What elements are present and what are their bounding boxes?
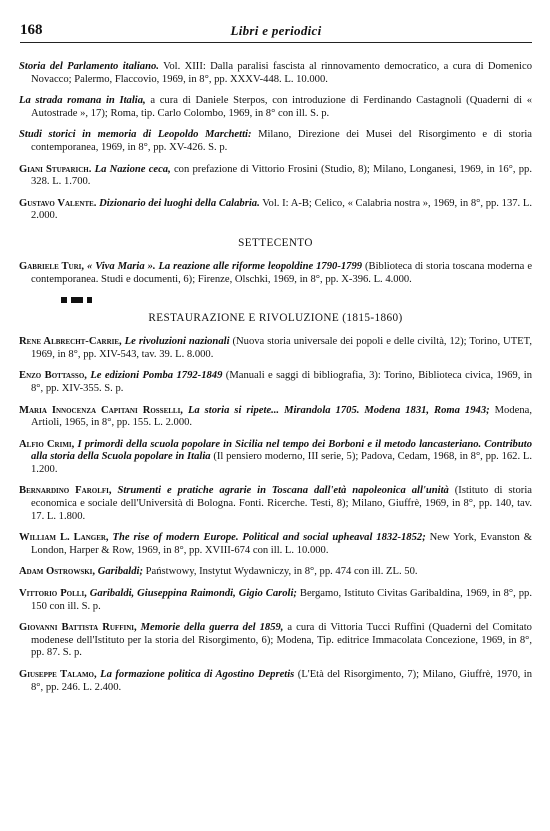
entry-author: Enzo Bottasso, <box>19 370 91 382</box>
running-title: Libri e periodici <box>230 23 322 38</box>
entry-title: Garibaldi; <box>97 566 144 578</box>
entry-title: Memorie della guerra del 1859, <box>140 622 284 634</box>
entry-title: Le edizioni Pomba 1792-1849 <box>90 370 223 382</box>
entry-title: La formazione politica di Agostino Depretis <box>100 669 295 680</box>
bibliography-entry <box>19 198 532 223</box>
entry-details: con prefazione di Vittorio Frosini (Studio, 8); Milano, Longanesi, 1969, in 16°, pp. 328. L. 1.700. <box>31 163 533 188</box>
entry-title: Garibaldi, Giuseppina Raimondi, Gigio Caroli; <box>89 588 297 600</box>
bibliography-entry <box>19 261 532 286</box>
entry-author: Alfio Crimi, <box>19 438 78 450</box>
bibliography-entry <box>19 532 532 557</box>
entry-details: Vol. XIII: Dalla paralisi fascista al rinnovamento democratico, a cura di Domenico Novacco; Palermo, Flaccovio, 1969, in 8°, pp. XXXV-448. L. 10.000. <box>31 61 532 85</box>
entry-details: Modena, Artioli, 1965, in 8°, pp. 155. L. 2.000. <box>31 404 532 429</box>
entry-author: Maria Innocenza Capitani Rosselli, <box>19 404 188 416</box>
entry-author: Giuseppe Talamo, <box>19 669 101 680</box>
entry-author: Giovanni Battista Ruffini, <box>19 622 141 634</box>
entry-details: New York, Evanston & London, Harper & Row, 1969, in 8°, pp. XVIII-674 con ill. L. 10.000. <box>31 532 532 556</box>
ink-marks <box>19 290 532 298</box>
entry-details: Państwowy, Instytut Wydawniczy, in 8°, pp. 474 con ill. ZL. 50. <box>143 566 418 578</box>
entry-title: I primordi della scuola popolare in Sicilia nel tempo dei Borboni e il metodo lancasteriano. Contributo alla storia della Scuola popolare in Italia <box>31 438 532 463</box>
bibliography-entry <box>19 61 532 86</box>
entry-author: Adam Ostrowski, <box>19 566 98 578</box>
entry-details: (L'Età del Risorgimento, 7); Milano, Giuffrè, 1970, in 8°, pp. 246. L. 2.400. <box>31 669 533 693</box>
entry-author: Giani Stuparich. <box>19 163 95 175</box>
entry-author: Rene Albrecht-Carrie, <box>19 336 125 348</box>
entry-details: a cura di Daniele Sterpos, con introduzione di Ferdinando Castagnoli (Quaderni di « Autostrade », 17); Roma, tip. Carlo Colombo, 1969, in 8° con ill. S. p. <box>31 95 532 119</box>
entry-author: William L. Langer, <box>19 532 113 544</box>
entry-title: Le rivoluzioni nazionali <box>124 336 230 348</box>
bibliography-entry <box>19 336 532 361</box>
bibliography-entry <box>19 588 532 613</box>
bibliography-entry <box>19 566 532 579</box>
entry-author: Gustavo Valente. <box>19 197 100 209</box>
entry-title: The rise of modern Europe. Political and social upheaval 1832-1852; <box>112 532 426 544</box>
bibliography-entry <box>19 164 532 189</box>
entry-title: Storia del Parlamento italiano. <box>19 61 159 72</box>
bibliography-entry <box>19 622 532 660</box>
page-header <box>20 20 532 43</box>
entry-title: « Viva Maria ». La reazione alle riforme leopoldine 1790-1799 <box>86 260 363 272</box>
section-heading-settecento: SETTECENTO <box>238 236 313 249</box>
page-number: 168 <box>20 22 43 38</box>
entry-title: La storia si ripete... Mirandola 1705. Modena 1831, Roma 1943; <box>187 404 490 416</box>
entry-details: (Il pensiero moderno, III serie, 5); Padova, Cedam, 1968, in 8°, pp. 162. L. 1.200. <box>31 451 532 475</box>
entries-settecento <box>19 261 532 286</box>
bibliography-entry <box>19 95 532 120</box>
bibliography-entry <box>19 129 532 154</box>
bibliography-entry <box>19 485 532 523</box>
entry-details: Milano, Direzione dei Musei del Risorgimento e di storia contemporanea, 1969, in 8°, pp. XV-426. S. p. <box>31 129 532 153</box>
entry-details: (Manuali e saggi di bibliografia, 3): Torino, Biblioteca civica, 1969, in 8°, pp. XIV-355. S. p. <box>31 370 532 394</box>
entry-details: Vol. I: A-B; Celico, « Calabria nostra », 1969, in 8°, pp. 137. L. 2.000. <box>31 197 532 222</box>
entry-details: (Nuova storia universale dei popoli e delle civiltà, 12); Torino, UTET, 1969, in 8°, pp. XIV-543, tav. 39. L. 8.000. <box>31 336 532 360</box>
entries-general <box>19 61 532 223</box>
entry-author: Gabriele Turi, <box>19 260 87 272</box>
entries-restaurazione <box>19 336 532 694</box>
entry-title: Strumenti e pratiche agrarie in Toscana dall'età napoleonica all'unità <box>117 485 449 497</box>
bibliography-entry <box>19 669 532 694</box>
bibliography-list <box>19 61 532 703</box>
bibliography-entry <box>19 370 532 395</box>
entry-title: Dizionario dei luoghi della Calabria. <box>99 197 260 209</box>
entry-author: Vittorio Polli, <box>19 588 90 600</box>
entry-details: (Biblioteca di storia toscana moderna e contemporanea. Studi e documenti, 6); Firenze, Olschki, 1969, in 8°, pp. X-396. L. 4.000. <box>31 260 533 285</box>
entry-details: (Istituto di storia economica e sociale dell'Università di Bologna. Fonti. Ricerche. Testi, 8); Milano, Giuffrè, 1969, in 8°, pp. 140, tav. 17. L. 1.800. <box>31 485 532 522</box>
entry-title: La Nazione ceca, <box>94 163 171 175</box>
entry-author: Bernardino Farolfi, <box>19 485 118 497</box>
entry-details: Bergamo, Istituto Civitas Garibaldina, 1969, in 8°, pp. 150 con ill. S. p. <box>31 588 532 612</box>
entry-details: a cura di Vittoria Tucci Ruffini (Quaderni del Comitato modenese dell'Istituto per la storia del Risorgimento, 6); Modena, Tip. editrice Immacolata Concezione, 1969, in 8°, pp. 87. S. p. <box>31 622 532 659</box>
entry-title: Studi storici in memoria di Leopoldo Marchetti: <box>19 129 252 141</box>
entry-title: La strada romana in Italia, <box>19 95 146 107</box>
bibliography-entry <box>19 439 532 477</box>
bibliography-entry <box>19 405 532 430</box>
section-heading-restaurazione: RESTAURAZIONE E RIVOLUZIONE (1815-1860) <box>148 312 403 325</box>
